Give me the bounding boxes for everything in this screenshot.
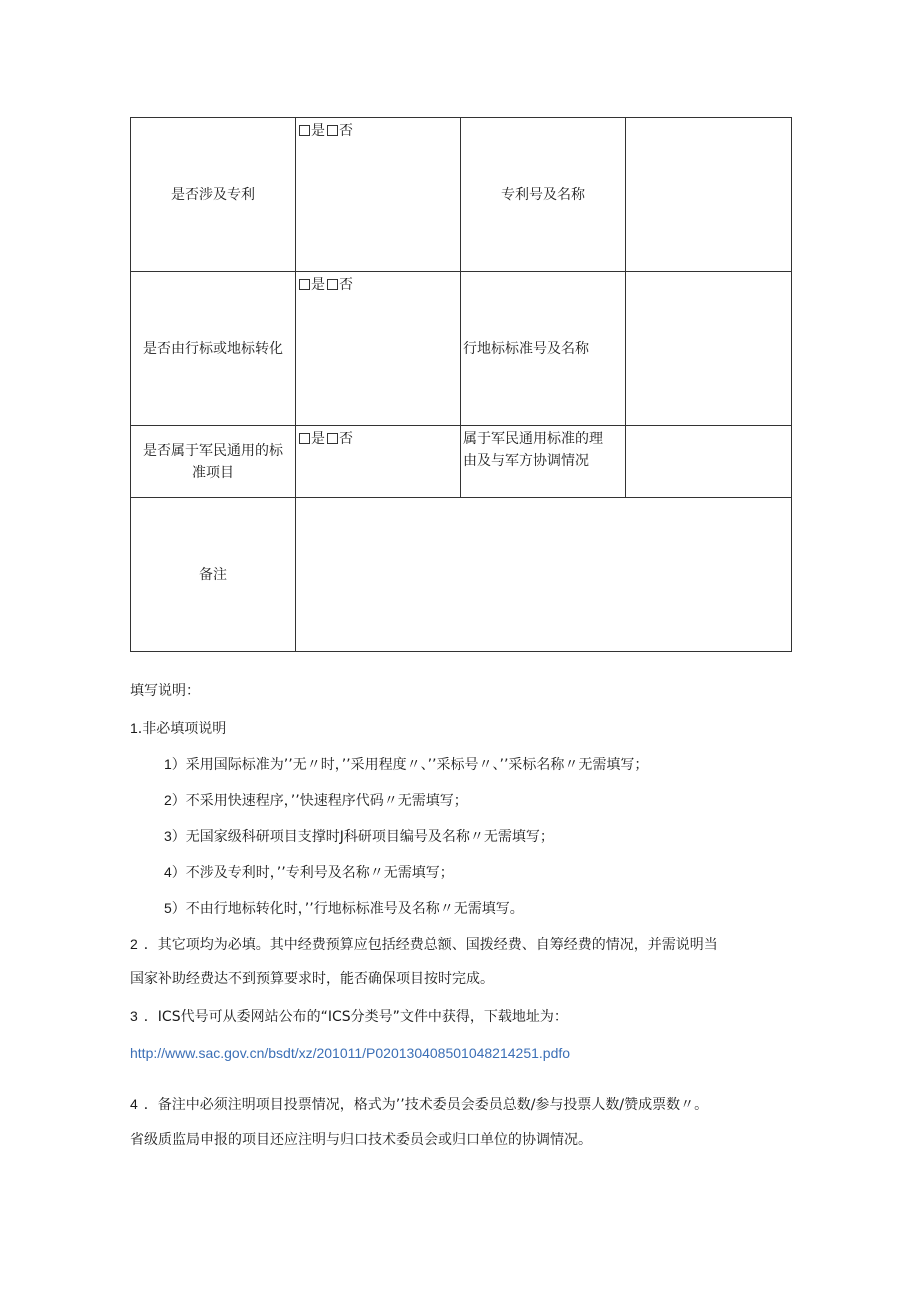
instruction-1-subitem-5	[164, 897, 524, 920]
conversion-yes-checkbox[interactable]	[299, 279, 310, 290]
patent-no-label: 否	[339, 123, 353, 139]
instruction-item-1	[130, 717, 226, 740]
instruction-2-text-line1: ．其它项均为必填。其中经费预算应包括经费总额、国拨经费、自筹经费的情况，并需说明当	[143, 937, 718, 953]
instruction-2-text-line2: 国家补助经费达不到预算要求时，能否确保项目按时完成。	[130, 971, 494, 987]
instruction-1-number: 1	[130, 720, 138, 736]
remarks-field[interactable]	[296, 498, 792, 652]
instruction-item-2-line1	[130, 933, 718, 956]
patent-checkbox-group	[296, 118, 461, 272]
instruction-1-subitem-4	[164, 861, 454, 884]
conversion-no-checkbox[interactable]	[327, 279, 338, 290]
subitem-5-number: 5）	[164, 900, 186, 916]
conversion-yes-label: 是	[311, 277, 325, 293]
subitem-1-text: 采用国际标准为’’无〃时，’’采用程度〃、’’采标号〃、’’采标名称〃无需填写；	[185, 757, 649, 773]
military-reason-label-line1: 属于军民通用标准的理	[463, 431, 603, 447]
project-info-table	[130, 117, 792, 652]
military-civil-no-checkbox[interactable]	[327, 433, 338, 444]
military-civil-yes-label: 是	[311, 431, 325, 447]
military-civil-row	[131, 426, 792, 498]
conversion-checkbox-group	[296, 272, 461, 426]
military-civil-label	[131, 426, 296, 498]
instruction-item-4-line1	[130, 1093, 708, 1116]
military-civil-yes-checkbox[interactable]	[299, 433, 310, 444]
subitem-1-number: 1）	[164, 756, 186, 772]
subitem-3-text: 无国家级科研项目支撑时J科研项目编号及名称〃无需填写；	[185, 829, 554, 845]
patent-label: 是否涉及专利	[131, 118, 296, 272]
conversion-no-label: 否	[339, 277, 353, 293]
instructions-heading: 填写说明：	[130, 683, 200, 699]
instruction-1-subitem-3	[164, 825, 554, 848]
instruction-3-number: 3	[130, 1008, 138, 1024]
standard-number-field[interactable]	[626, 272, 792, 426]
patent-number-field[interactable]	[626, 118, 792, 272]
instruction-4-text-line1: ．备注中必须注明项目投票情况，格式为’’技术委员会委员总数/参与投票人数/赞成票数〃。	[143, 1097, 709, 1113]
remarks-row	[131, 498, 792, 652]
instruction-1-subitem-1	[164, 753, 648, 776]
military-reason-field[interactable]	[626, 426, 792, 498]
subitem-2-text: 不采用快速程序，’’快速程序代码〃无需填写；	[185, 793, 468, 809]
patent-no-checkbox[interactable]	[327, 125, 338, 136]
conversion-label: 是否由行标或地标转化	[131, 272, 296, 426]
subitem-2-number: 2）	[164, 792, 186, 808]
military-civil-no-label: 否	[339, 431, 353, 447]
instruction-4-number: 4	[130, 1096, 138, 1112]
instruction-1-subitem-2	[164, 789, 468, 812]
patent-yes-checkbox[interactable]	[299, 125, 310, 136]
ics-download-link[interactable]: http://www.sac.gov.cn/bsdt/xz/201011/P020130408501048214251.pdfo	[130, 1045, 571, 1061]
patent-number-label: 专利号及名称	[461, 118, 626, 272]
instruction-item-3-line1	[130, 1005, 568, 1028]
patent-yes-label: 是	[311, 123, 325, 139]
instruction-3-url-line	[130, 1042, 570, 1065]
subitem-3-number: 3）	[164, 828, 186, 844]
military-civil-label-line2: 准项目	[192, 464, 234, 481]
subitem-4-number: 4）	[164, 864, 186, 880]
subitem-5-text: 不由行地标转化时，’’行地标标准号及名称〃无需填写。	[185, 901, 524, 917]
military-civil-checkbox-group	[296, 426, 461, 498]
remarks-label: 备注	[131, 498, 296, 652]
patent-row	[131, 118, 792, 272]
military-reason-label-line2: 由及与军方协调情况	[463, 453, 589, 469]
military-civil-label-line1: 是否属于军民通用的标	[143, 442, 283, 459]
subitem-4-text: 不涉及专利时，’’专利号及名称〃无需填写；	[185, 865, 454, 881]
instruction-3-text-line1: ．ICS代号可从委网站公布的“ICS分类号”文件中获得，下载地址为：	[143, 1009, 568, 1025]
standard-number-label: 行地标标准号及名称	[461, 272, 626, 426]
conversion-row	[131, 272, 792, 426]
instruction-1-text: .非必填项说明	[137, 721, 227, 737]
military-reason-label	[461, 426, 626, 498]
instruction-4-text-line2: 省级质监局申报的项目还应注明与归口技术委员会或归口单位的协调情况。	[130, 1132, 592, 1148]
instruction-2-number: 2	[130, 936, 138, 952]
